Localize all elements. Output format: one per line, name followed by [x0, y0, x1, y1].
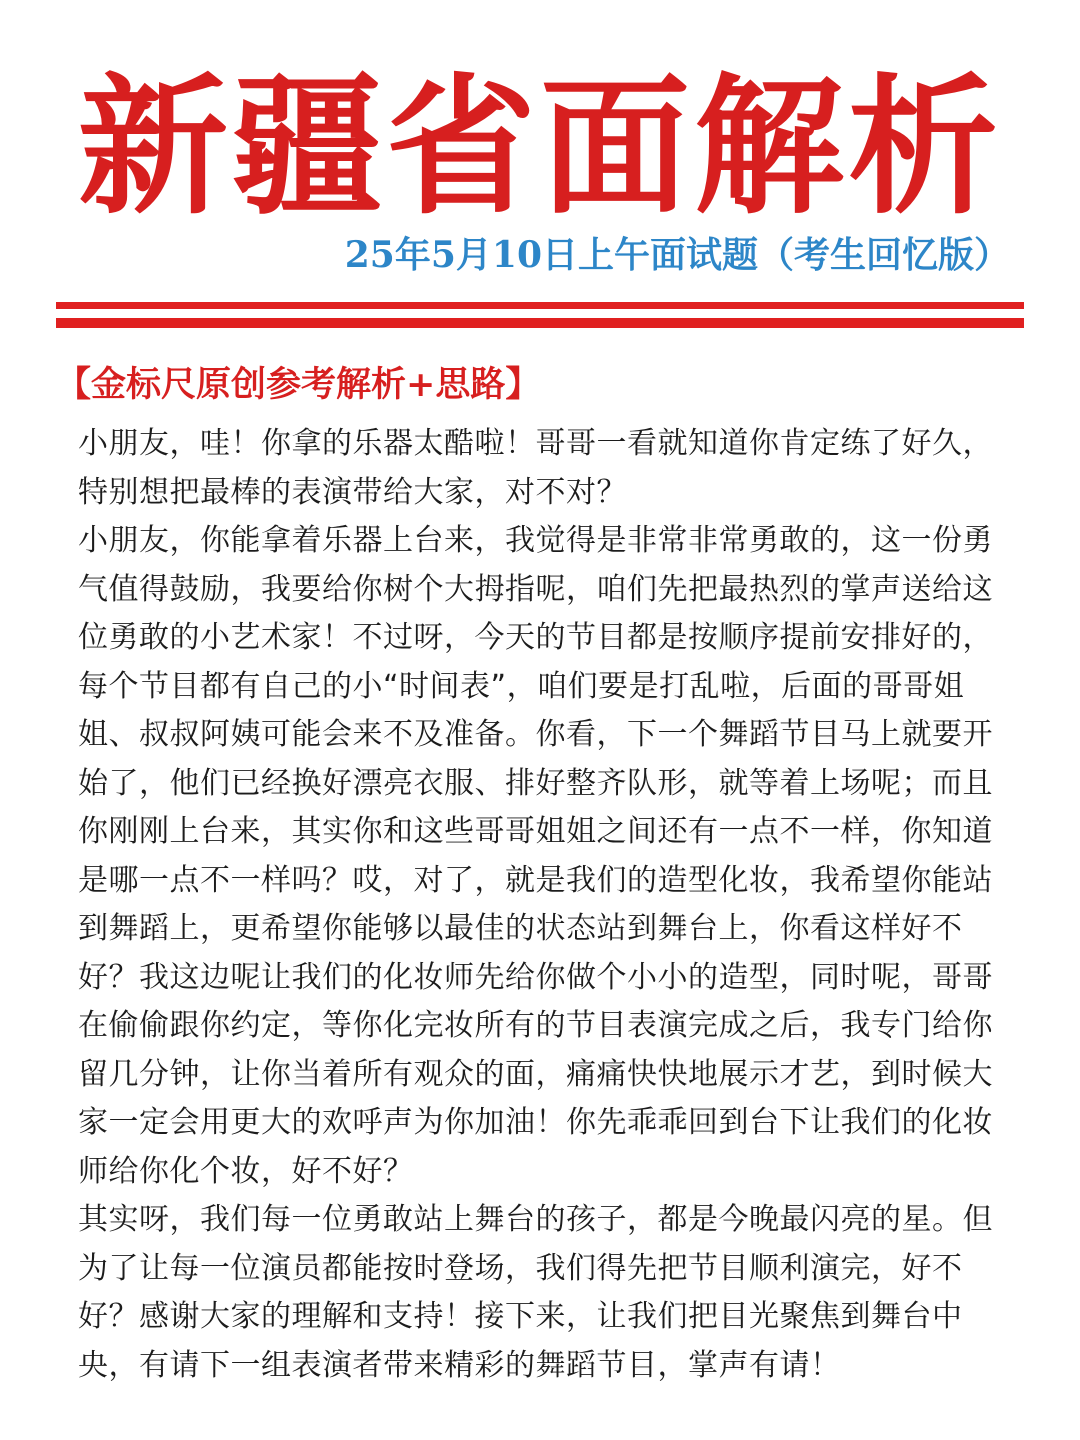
article-body [78, 420, 1003, 1390]
page-title: 新疆省面解析 [77, 59, 1002, 235]
section-label: 【金标尺原创参考解析+思路】 [56, 364, 541, 405]
divider-thin [56, 302, 1024, 309]
divider-thick [56, 318, 1024, 328]
paragraph-1: 小朋友，哇！你拿的乐器太酷啦！哥哥一看就知道你肯定练了好久，特别想把最棒的表演带给大家，对不对？ [78, 426, 993, 510]
paragraph-3: 其实呀，我们每一位勇敢站上舞台的孩子，都是今晚最闪亮的星。但为了让每一位演员都能按时登场，我们得先把节目顺利演完，好不好？感谢大家的理解和支持！接下来，让我们把目光聚焦到舞台中央，有请下一组表演者带来精彩的舞蹈节目，掌声有请！ [78, 1202, 993, 1383]
page-subtitle: 25年5月10日上午面试题（考生回忆版） [344, 234, 1010, 276]
paragraph-2: 小朋友，你能拿着乐器上台来，我觉得是非常非常勇敢的，这一份勇气值得鼓励，我要给你树个大拇指呢，咱们先把最热烈的掌声送给这位勇敢的小艺术家！不过呀，今天的节目都是按顺序提前安排好的，每个节目都有自己的小“时间表”，咱们要是打乱啦，后面的哥哥姐姐、叔叔阿姨可能会来不及准备。你看，下一个舞蹈节目马上就要开始了，他们已经换好漂亮衣服、排好整齐队形，就等着上场呢；而且你刚刚上台来，其实你和这些哥哥姐姐之间还有一点不一样，你知道是哪一点不一样吗？哎，对了，就是我们的造型化妆，我希望你能站到舞蹈上，更希望你能够以最佳的状态站到舞台上，你看这样好不好？我这边呢让我们的化妆师先给你做个小小的造型，同时呢，哥哥在偷偷跟你约定，等你化完妆所有的节目表演完成之后，我专门给你留几分钟，让你当着所有观众的面，痛痛快快地展示才艺，到时候大家一定会用更大的欢呼声为你加油！你先乖乖回到台下让我们的化妆师给你化个妆，好不好？ [78, 523, 993, 1189]
